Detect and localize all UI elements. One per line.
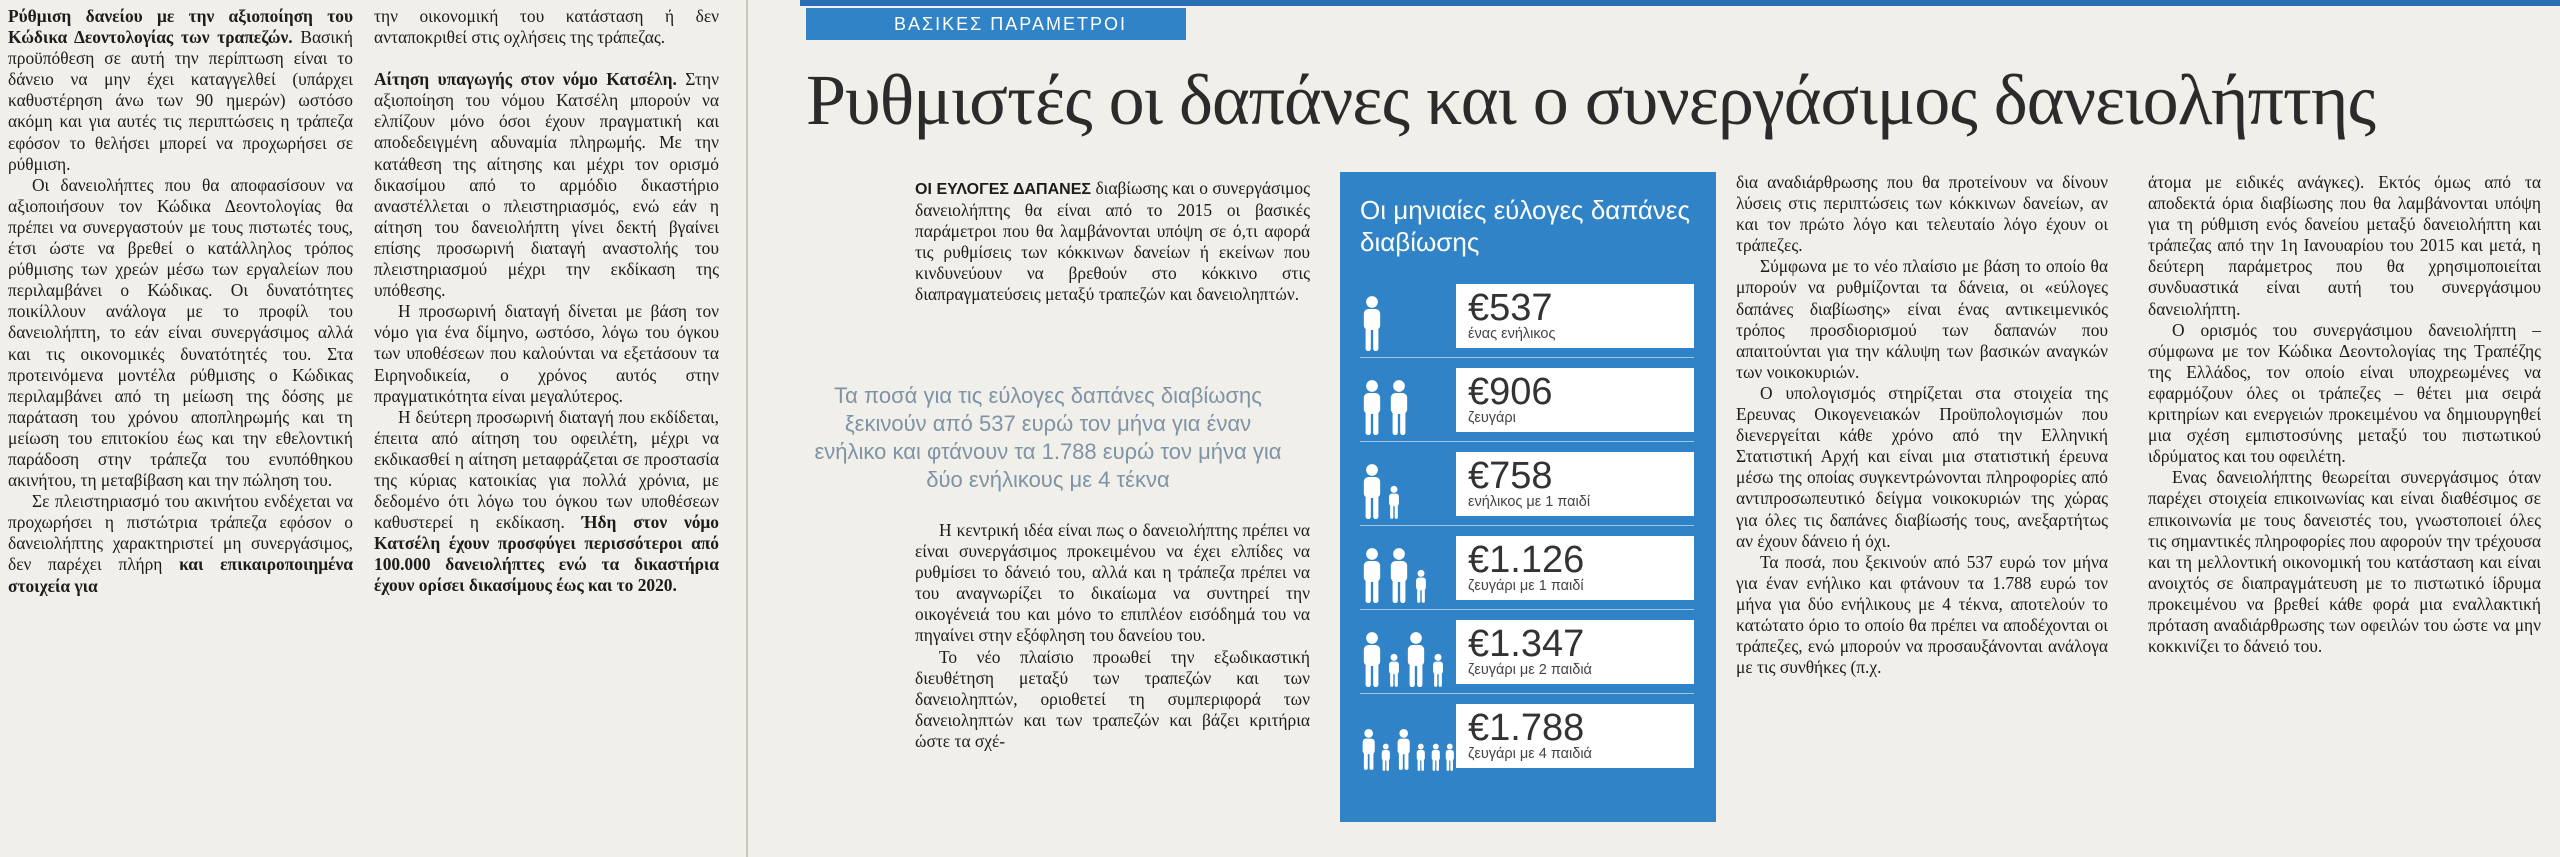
family-icon-group	[1360, 533, 1456, 603]
col3-lead-paragraph	[915, 178, 1310, 306]
expense-amount: €758	[1468, 454, 1553, 497]
expense-amount: €1.788	[1468, 706, 1585, 749]
col2-paragraph-3: Η προσωρινή διαταγή δίνεται με βάση τον νόμο για ένα δίμηνο, ωστόσο, λόγω του όγκου των υποθέσεων που καλούνται να εξετάσουν τα Ειρηνοδικεία, ο χρόνος αυτός στην πραγματικότητα είναι μεγαλύτερος.	[374, 301, 719, 406]
child-person-icon	[1431, 653, 1445, 687]
adult-person-icon	[1360, 379, 1384, 435]
child-person-icon	[1414, 569, 1428, 603]
article-column-5	[2148, 172, 2541, 657]
amount-box	[1456, 284, 1694, 348]
adult-person-icon	[1404, 631, 1428, 687]
top-rule	[800, 0, 2560, 6]
col3-paragraph-3: Το νέο πλαίσιο προωθεί την εξωδικαστική διευθέτηση μεταξύ των τραπεζών και των δανειοληπτών, οριοθετεί τη συμπεριφορά των δανειοληπτών και των τραπεζών και βάζει κριτήρια ώστε τα σχέ-	[915, 646, 1310, 751]
adult-person-icon	[1360, 727, 1377, 771]
infobox-row	[1360, 274, 1694, 357]
section-label: ΒΑΣΙΚΕΣ ΠΑΡΑΜΕΤΡΟΙ	[806, 8, 1186, 40]
col2-bold-tail: Ήδη στον νόμο Κατσέλη έχουν προσφύγει περισσότεροι από 100.000 δανειολήπτες ενώ τα δικαστήρια έχουν ορίσει δικασίμους έως και το 2020.	[374, 512, 719, 596]
expense-amount: €1.126	[1468, 538, 1585, 581]
adult-person-icon	[1360, 295, 1384, 351]
household-type-label: ζευγάρι με 4 παιδιά	[1468, 745, 1592, 762]
adult-person-icon	[1360, 547, 1384, 603]
family-icon-group	[1360, 617, 1456, 687]
col2-text: Η δεύτερη προσωρινή διαταγή που εκδίδεται, έπειτα από αίτηση του οφειλέτη, μέχρι να εκδικασθεί η αίτηση μεταφράζεται σε προστασία της κύριας κατοικίας για πολλά χρόνια, με δεδομένο ότι λόγω του όγκου των υποθέσεων καθυστερεί η εκδίκαση.	[374, 406, 719, 533]
adult-person-icon	[1360, 463, 1384, 519]
col4-paragraph-1: δια αναδιάρθρωσης που θα προτείνουν να δίνουν λύσεις στις περιπτώσεις των κόκκινων δανείων, αν και τον πρώτο λόγο και τελευταίο λόγο έχουν οι τράπεζες.	[1736, 172, 2108, 256]
family-icon-group	[1360, 365, 1456, 435]
household-type-label: ζευγάρι	[1468, 409, 1516, 426]
adult-person-icon	[1360, 631, 1384, 687]
living-expenses-infobox	[1340, 172, 1716, 822]
child-person-icon	[1387, 653, 1401, 687]
col1-paragraph-3	[8, 491, 353, 596]
pull-quote: Τα ποσά για τις εύλογες δαπάνες διαβίωσης ξεκινούν από 537 ευρώ τον μήνα για έναν ενήλικο και φτάνουν τα 1.788 ευρώ τον μήνα για δύο ενήλικους με 4 τέκνα	[814, 383, 1282, 492]
article-column-4	[1736, 172, 2108, 678]
col2-paragraph-2	[374, 69, 719, 301]
family-icon-group	[1360, 449, 1456, 519]
household-type-label: ένας ενήλικος	[1468, 325, 1556, 342]
family-icon-group	[1360, 281, 1456, 351]
col4-paragraph-4: Τα ποσά, που ξεκινούν από 537 ευρώ τον μήνα για έναν ενήλικο και φτάνουν τα 1.788 ευρώ τον μήνα για δύο ενήλικους με 4 τέκνα, αποτελούν το κατώτατο όριο το οποίο θα πρέπει να αποδέχονται οι τράπεζες, ενώ μπορούν να προσαυξάνονται ανάλογα με τις συνθήκες (π.χ.	[1736, 551, 2108, 678]
infobox-row	[1360, 525, 1694, 609]
col1-bold-tail: και επικαιροποιημένα στοιχεία για	[8, 554, 353, 596]
col2-paragraph-4	[374, 407, 719, 597]
col2-subhead: Αίτηση υπαγωγής στον νόμο Κατσέλη.	[374, 69, 677, 90]
article-column-1	[8, 6, 353, 597]
adult-person-icon	[1387, 379, 1411, 435]
article-column-2	[374, 6, 719, 597]
col1-paragraph-2: Οι δανειολήπτες που θα αποφασίσουν να αξιοποιήσουν τον Κώδικα Δεοντολογίας θα πρέπει να συνεργαστούν με τους πιστωτές τους, έτσι ώστε να βρεθεί ο κατάλληλος τρόπος ρύθμισης των χρεών μέσω των εργαλείων που περιλαμβάνει ο Κώδικας. Οι δυνατότητες ποικίλλουν ανάλογα με το προφίλ του δανειολήπτη, το εάν είναι συνεργάσιμος αλλά και τις οικονομικές δυνατότητές του. Στα προτεινόμενα μοντέλα ρύθμισης ο Κώδικας περιλαμβάνει από τη μείωση της δόσης με παράταση του χρόνου αποπληρωμής και τη μείωση του επιτοκίου έως και την εθελοντική παράδοση στην τράπεζα του ενυπόθηκου ακινήτου, τη μεταβίβαση και την πώληση του.	[8, 174, 353, 491]
col3-lead-caps: ΟΙ ΕΥΛΟΓΕΣ ΔΑΠΑΝΕΣ	[915, 181, 1091, 198]
col5-paragraph-1: άτομα με ειδικές ανάγκες). Εκτός όμως από τα αποδεκτά όρια διαβίωσης που θα λαμβάνονται υπόψη για τη ρύθμιση ενός δανείου μεταξύ δανειολήπτη και τράπεζας από την 1η Ιανουαρίου του 2015 και μετά, η δεύτερη παράμετρος που θα χρησιμοποιείται συνδυαστικά είναι αυτή του συνεργάσιμου δανειολήπτη.	[2148, 172, 2541, 319]
col5-paragraph-3: Ενας δανειολήπτης θεωρείται συνεργάσιμος όταν παρέχει στοιχεία επικοινωνίας και είναι διαθέσιμος σε επικοινωνία με τους δανειστές του, γνωστοποιεί όλες τις σημαντικές πληροφορίες που αφορούν την τρέχουσα και τη μελλοντική οικονομική του κατάσταση και είναι ανοιχτός σε διαπραγμάτευση με το πιστωτικό ίδρυμα προκειμένου να βρεθεί κάθε φορά μια εναλλακτική πρόταση αναδιάρθρωσης των οφειλών του ώστε να μην κοκκινίζει το δάνειό του.	[2148, 467, 2541, 657]
infobox-row	[1360, 609, 1694, 693]
expense-amount: €1.347	[1468, 622, 1585, 665]
family-icon-group	[1360, 701, 1456, 771]
child-person-icon	[1444, 743, 1456, 771]
col5-paragraph-2: Ο ορισμός του συνεργάσιμου δανειολήπτη – σύμφωνα με τον Κώδικα Δεοντολογίας της Τραπέζης της Ελλάδος, τον οποίο είναι υποχρεωμένες να εφαρμόζουν όλες οι τράπεζες – θέτει μια σειρά κριτηρίων και ενεργειών προκειμένου να δημιουργηθεί μια σχέση εμπιστοσύνης μεταξύ του πιστωτικού ιδρύματος και του οφειλέτη.	[2148, 319, 2541, 467]
amount-box	[1456, 452, 1694, 516]
household-type-label: ζευγάρι με 2 παιδιά	[1468, 661, 1592, 678]
child-person-icon	[1387, 485, 1401, 519]
col1-bold-lead: Ρύθμιση δανείου με την αξιοποίηση του Κώδικα Δεοντολογίας των τραπεζών.	[8, 6, 353, 48]
amount-box	[1456, 368, 1694, 432]
child-person-icon	[1415, 743, 1427, 771]
amount-box	[1456, 620, 1694, 684]
infobox-rows	[1360, 274, 1694, 777]
infobox-title: Οι μηνιαίες εύλογες δαπάνες διαβίωσης	[1360, 195, 1691, 257]
adult-person-icon	[1387, 547, 1411, 603]
infobox-row	[1360, 441, 1694, 525]
page-fold-divider	[746, 0, 748, 857]
infobox-row	[1360, 357, 1694, 441]
expense-amount: €537	[1468, 286, 1553, 329]
col1-paragraph-1	[8, 6, 353, 175]
col2-paragraph-1: την οικονομική του κατάσταση ή δεν ανταποκριθεί στις οχλήσεις της τράπεζας.	[374, 6, 719, 48]
infobox-row	[1360, 693, 1694, 777]
household-type-label: ενήλικος με 1 παιδί	[1468, 493, 1591, 510]
col4-paragraph-3: Ο υπολογισμός στηρίζεται στα στοιχεία της Ερευνας Οικογενειακών Προϋπολογισμών που διενεργείται κάθε χρόνο από την Ελληνική Στατιστική Αρχή και είναι μια στατιστική έρευνα μέσω της οποίας συγκεντρώνονται πληροφορίες από αντιπροσωπευτικό δείγμα νοικοκυριών της χώρας για όλες τις δαπάνες διαβίωσής τους, ανεξαρτήτως αν έχουν δάνειο ή όχι.	[1736, 382, 2108, 551]
col4-paragraph-2: Σύμφωνα με το νέο πλαίσιο με βάση το οποίο θα μπορούν να ρυθμίζονται τα δάνεια, οι «εύλογες δαπάνες διαβίωσης» είναι ένας αντικειμενικός τρόπος προσδιορισμού των δαπανών που απαιτούνται για την κάλυψη των βασικών αναγκών των νοικοκυριών.	[1736, 256, 2108, 382]
child-person-icon	[1380, 743, 1392, 771]
article-column-3	[915, 178, 1310, 306]
amount-box	[1456, 704, 1694, 768]
child-person-icon	[1430, 743, 1442, 771]
article-column-3-lower	[915, 520, 1310, 752]
col3-text: διαβίωσης και ο συνεργάσιμος δανειολήπτης θα είναι από το 2015 οι βασικές παράμετροι που θα λαμβάνονται υπόψη σε ό,τι αφορά τις ρυθμίσεις των κόκκινων δανείων ή εκείνων που κινδυνεύουν να βρεθούν στο κόκκινο στις διαπραγματεύσεις μεταξύ τραπεζών και δανειοληπτών.	[915, 178, 1310, 305]
expense-amount: €906	[1468, 370, 1553, 413]
article-headline: Ρυθμιστές οι δαπάνες και ο συνεργάσιμος δανειολήπτης	[806, 60, 2375, 140]
adult-person-icon	[1395, 727, 1412, 771]
col3-paragraph-2: Η κεντρική ιδέα είναι πως ο δανειολήπτης πρέπει να είναι συνεργάσιμος προκειμένου να έχει ελπίδες να ρυθμίσει το δάνειό του, αλλά και η τράπεζα πρέπει να του αναγνωρίζει το δικαίωμα να συντηρεί την οικογένειά του και μόνο το επιπλέον εισόδημά του να πηγαίνει στην εξόφληση του δανείου του.	[915, 520, 1310, 646]
col1-text: Σε πλειστηριασμό του ακινήτου ενδέχεται να προχωρήσει η πιστώτρια τράπεζα εφόσον ο δανειολήπτης χαρακτηριστεί μη συνεργάσιμος, δεν παρέχει πλήρη	[8, 491, 353, 575]
col2-text: Στην αξιοποίηση του νόμου Κατσέλη μπορούν να ελπίζουν μόνο όσοι έχουν πραγματική και αποδεδειγμένη αδυναμία πληρωμής. Με την κατάθεση της αίτησης και μέχρι τον ορισμό δικασίμου από το αρμόδιο δικαστήριο αναστέλλεται ο πλειστηριασμός, ενώ εάν η αίτηση του δανειολήπτη γίνει δεκτή βγαίνει επίσης προσωρινή διαταγή αναστολής του πλειστηριασμού μέχρι την εκδίκαση της υπόθεσης.	[374, 69, 719, 301]
household-type-label: ζευγάρι με 1 παιδί	[1468, 577, 1584, 594]
col1-text: Βασική προϋπόθεση σε αυτή την περίπτωση είναι το δάνειο να μην έχει καταγγελθεί (υπάρχει καθυστέρηση άνω των 90 ημερών) ωστόσο ακόμη και για αυτές τις περιπτώσεις η τράπεζα εφόσον το θελήσει μπορεί να προχωρήσει σε ρύθμιση.	[8, 27, 353, 174]
amount-box	[1456, 536, 1694, 600]
